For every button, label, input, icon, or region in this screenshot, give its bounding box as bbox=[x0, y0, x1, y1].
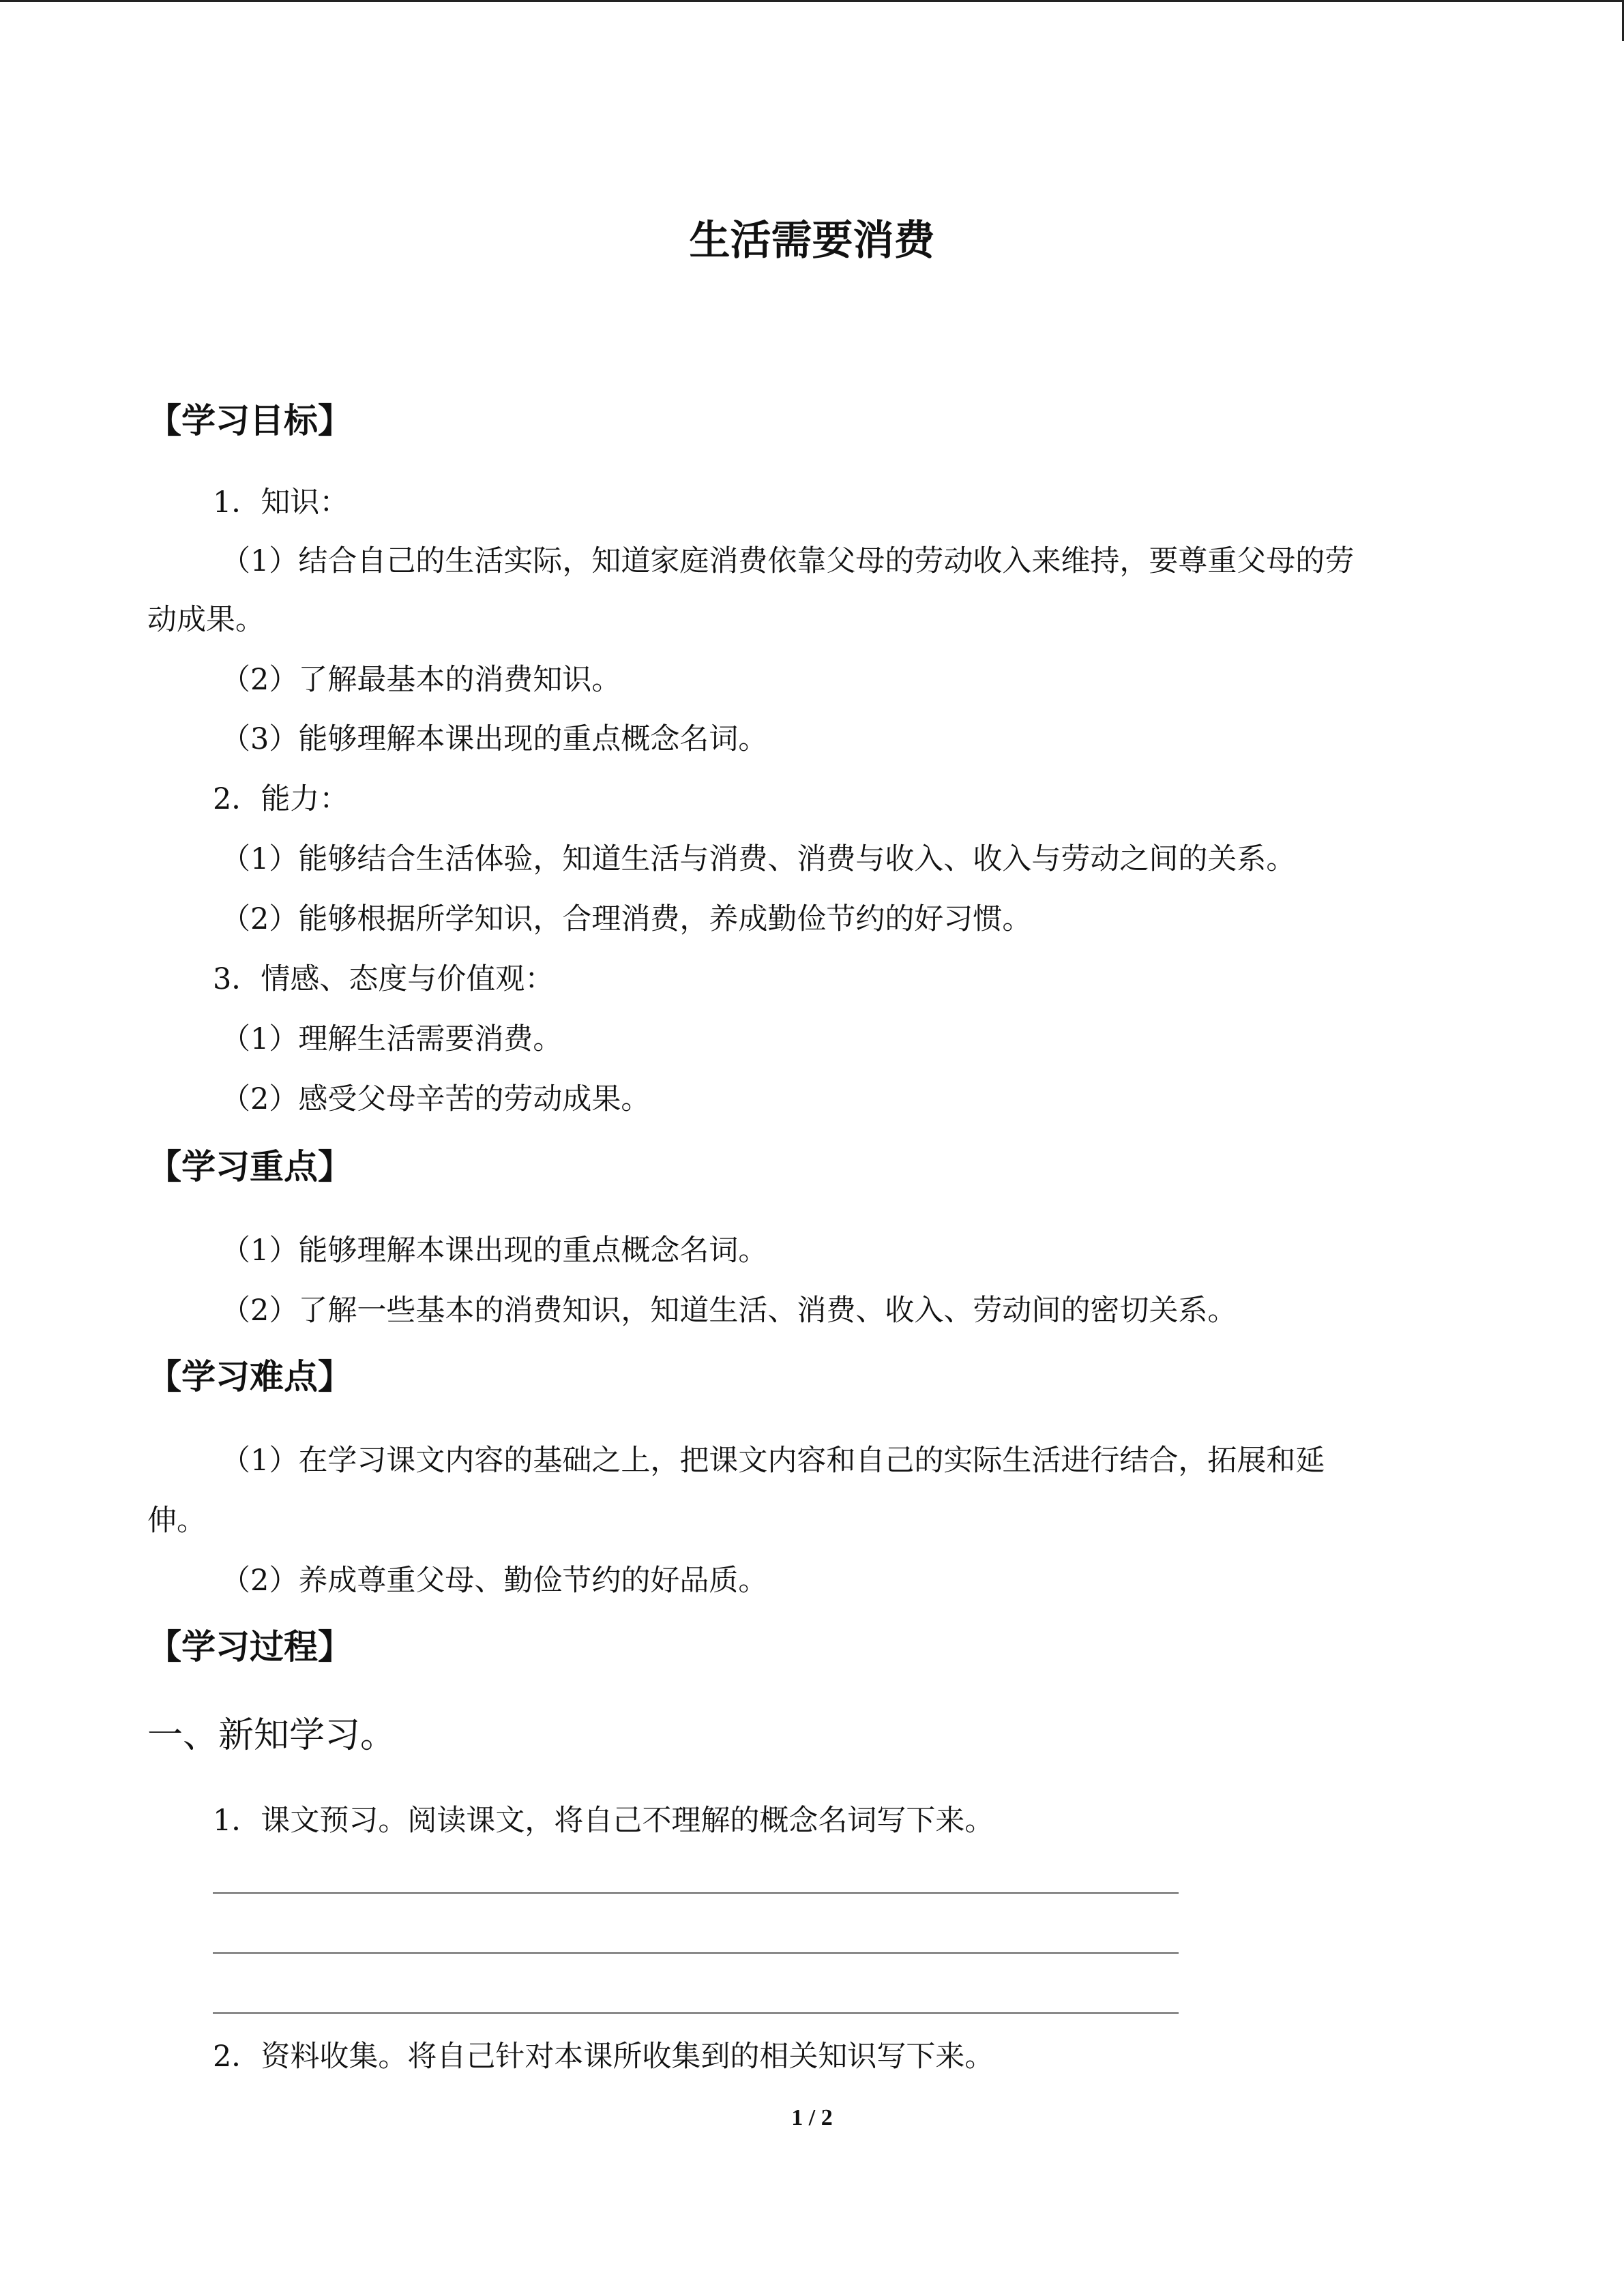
answer-line-1[interactable] bbox=[213, 1892, 1179, 1894]
answer-line-3[interactable] bbox=[213, 2012, 1179, 2014]
knowledge-item-1-cont: 动成果。 bbox=[147, 603, 265, 637]
process-heading: 【学习过程】 bbox=[147, 1627, 352, 1667]
task1-text: 1．课文预习。阅读课文，将自己不理解的概念名词写下来。 bbox=[213, 1804, 994, 1838]
page-top-border bbox=[0, 0, 1624, 3]
difficulty-item-1-cont: 伸。 bbox=[147, 1504, 206, 1538]
difficulties-heading: 【学习难点】 bbox=[147, 1357, 352, 1397]
knowledge-label: 1．知识： bbox=[213, 486, 349, 520]
ability-item-1: （1）能够结合生活体验，知道生活与消费、消费与收入、收入与劳动之间的关系。 bbox=[221, 842, 1296, 876]
key-point-item-2: （2）了解一些基本的消费知识，知道生活、消费、收入、劳动间的密切关系。 bbox=[221, 1294, 1237, 1328]
part1-title: 一、新知学习。 bbox=[147, 1715, 396, 1756]
key-point-item-1: （1）能够理解本课出现的重点概念名词。 bbox=[221, 1234, 768, 1268]
goals-heading: 【学习目标】 bbox=[147, 401, 352, 441]
emotion-label: 3．情感、态度与价值观： bbox=[213, 962, 555, 996]
key-points-heading: 【学习重点】 bbox=[147, 1147, 352, 1187]
knowledge-item-3: （3）能够理解本课出现的重点概念名词。 bbox=[221, 722, 768, 756]
emotion-item-2: （2）感受父母辛苦的劳动成果。 bbox=[221, 1082, 651, 1116]
emotion-item-1: （1）理解生活需要消费。 bbox=[221, 1022, 563, 1056]
ability-item-2: （2）能够根据所学知识，合理消费，养成勤俭节约的好习惯。 bbox=[221, 902, 1032, 936]
knowledge-item-2: （2）了解最基本的消费知识。 bbox=[221, 663, 621, 697]
answer-line-2[interactable] bbox=[213, 1952, 1179, 1954]
ability-label: 2．能力： bbox=[213, 782, 349, 816]
difficulty-item-2: （2）养成尊重父母、勤俭节约的好品质。 bbox=[221, 1564, 768, 1598]
page-number: 1 / 2 bbox=[791, 2105, 833, 2130]
difficulty-item-1: （1）在学习课文内容的基础之上，把课文内容和自己的实际生活进行结合，拓展和延 bbox=[221, 1444, 1325, 1478]
page-title: 生活需要消费 bbox=[689, 217, 935, 265]
task2-text: 2．资料收集。将自己针对本课所收集到的相关知识写下来。 bbox=[213, 2040, 994, 2074]
knowledge-item-1: （1）结合自己的生活实际，知道家庭消费依靠父母的劳动收入来维持，要尊重父母的劳 bbox=[221, 544, 1355, 578]
